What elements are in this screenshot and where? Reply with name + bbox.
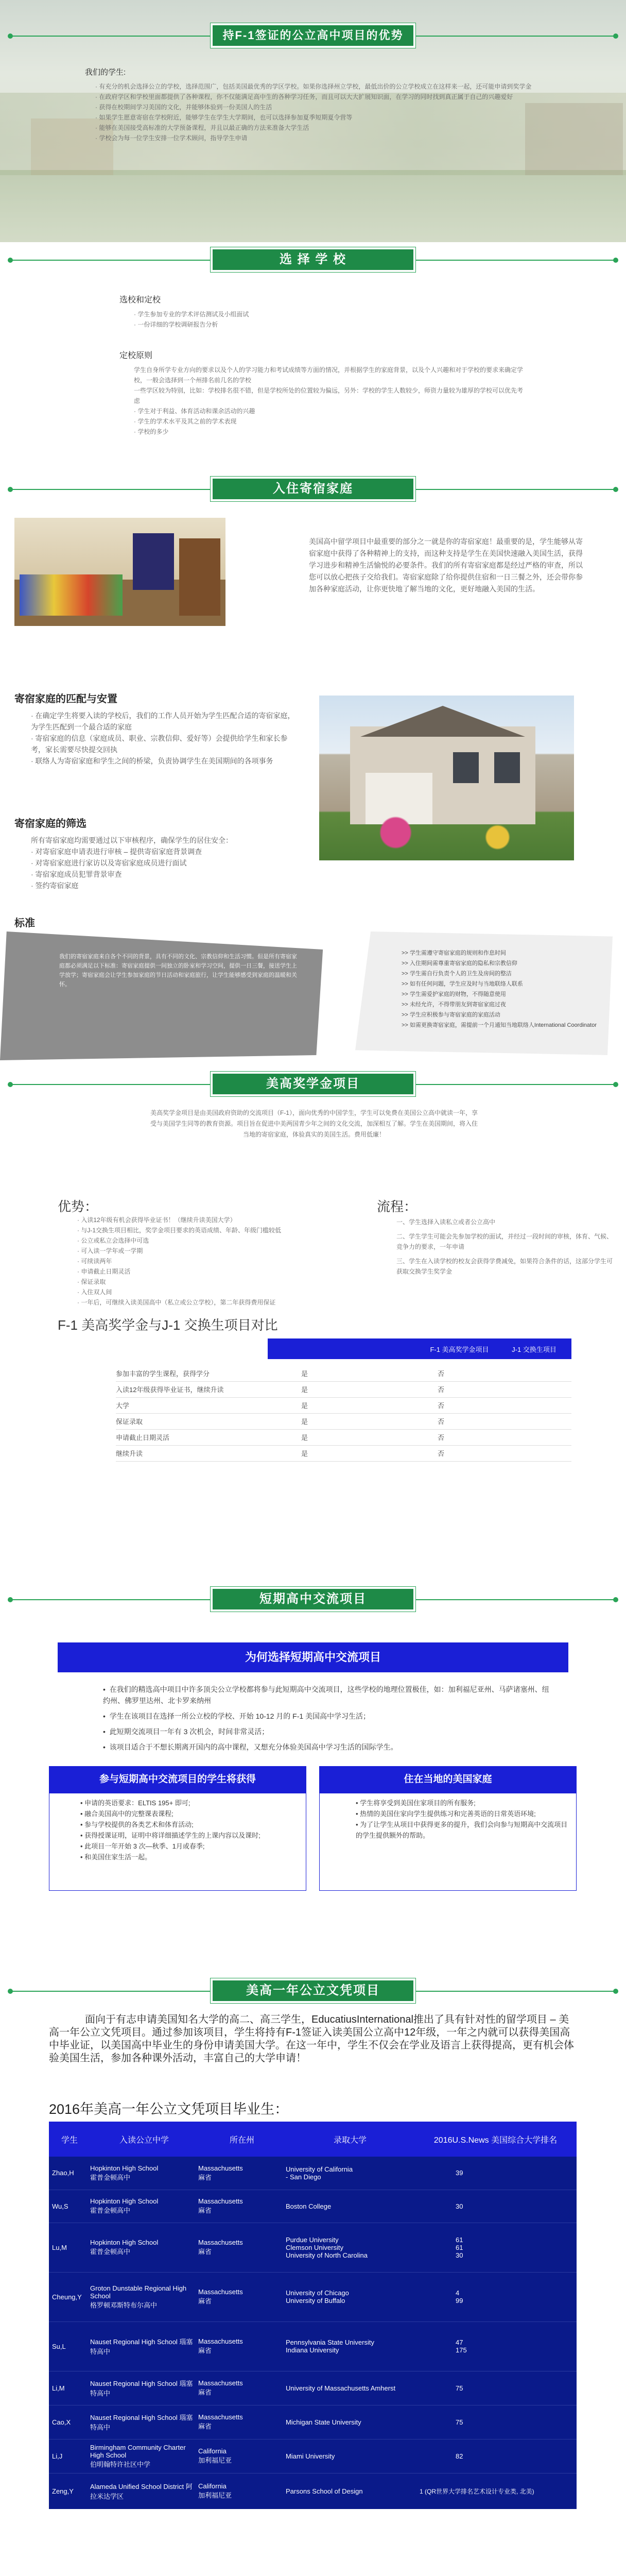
list-item: 二、学生学生可能会先参加学校的面试，并经过一段时间的审核，体育、气候、竞争力的要求，一年申请 <box>396 1233 613 1250</box>
process-title: 流程： <box>377 1199 418 1214</box>
list-item: · 学校会为每一位学生安排一位学术顾问，指导学生申请 <box>95 134 248 142</box>
diploma-intro: 面向于有志申请美国知名大学的高二、高三学生，EducatiusInternational推出了具有针对性的留学项目 – 美高一年公立文凭项目。通过参加该项目，学生将持有F-1签证入读美国公立高中12年级，一年之内就可以获得美国高中毕业证，以美国高中毕业生的身份申请美国大学。在这一年中，学生不仅会在学业及语言上获得提高，更有机会体验美国生活，参加各种课外活动，丰富自己的大学申请！ <box>49 2014 574 2064</box>
list-item: 入住期间需尊重寄宿家庭的隐私和宗教信仰 <box>409 960 517 967</box>
list-item: · 寄宿家庭成员犯罪背景审查 <box>31 870 122 878</box>
list-item: · 对寄宿家庭申请表进行审核 – 提供寄宿家庭背景调查 <box>31 848 202 856</box>
table-row: 申请截止日期灵活 是 否 <box>116 1429 571 1445</box>
list-item: · 与J-1交换生项目相比，奖学金项目要求的英语成绩、年龄、年级门槛较低 <box>77 1227 282 1234</box>
list-item: 此短期交流项目一年有 3 次机会，时间非常灵活； <box>109 1727 269 1736</box>
compare-rows <box>116 1365 571 1462</box>
list-item: · 对寄宿家庭进行家访以及寄宿家庭成员进行面试 <box>31 859 187 867</box>
list-item: 学生需遵守寄宿家庭的规则和作息时间 <box>409 950 506 956</box>
benefits-list: • 申请的英语要求：ELTIS 195+ 即可; • 融合美国高中的完整课表课程; • 参与学校提供的各类艺术和体育活动; • 获得授课证明，证明中将详细描述学生的上课内容以及课时; • 此项目一年开始 3 次—秋季、1月或春季; • 和美国住家生活一起。 <box>49 1793 306 1891</box>
house-photo <box>319 696 574 860</box>
table-row: Su,L Nauset Regional High School 瑙塞特高中 Massachusetts 麻省 Pennsylvania State University Indiana University 47 175 <box>49 2321 577 2371</box>
compare-table <box>268 1338 571 1359</box>
list-item: · 一年后，可继续入读美国高中（私立或公立学校），第二年获得费用保证 <box>77 1299 276 1306</box>
matching-list <box>31 710 299 767</box>
list-item: 热情的美国住家向学生提供练习和完善英语的日常英语环境; <box>360 1810 536 1818</box>
choose-heading: 选校和定校 <box>119 296 161 304</box>
table-row: Li,M Nauset Regional High School 瑙塞特高中 Massachusetts 麻省 University of Massachusetts Amherst 75 <box>49 2371 577 2405</box>
list-item: 参与学校提供的各类艺术和体育活动; <box>84 1821 194 1828</box>
table-row: Wu,S Hopkinton High School 霍普金顿高中 Massachusetts 麻省 Boston College 30 <box>49 2190 577 2223</box>
list-item: · 可续读两年 <box>77 1258 112 1265</box>
standard-heading: 标准 <box>14 918 35 929</box>
graduates-table <box>49 2122 577 2509</box>
scholarship-intro: 美高奖学金项目是由美国政府资助的交流项目（F-1），面向优秀的中国学生，学生可以免费在美国公立高中就读一年，享受与美国学生同等的教育资源。项目旨在促进中美两国青少年之间的文化交流，加深相互了解。学生在美国期间，将入住当地的寄宿家庭，体验真实的美国生活。费用低廉！ <box>150 1109 478 1138</box>
bedroom-photo <box>14 518 225 626</box>
list-item: · 入住双人间 <box>77 1289 112 1296</box>
list-item: · 学生对于利益、体育活动和课余活动的兴趣 <box>134 408 255 415</box>
why-list: • 在我们的精选高中项目中许多顶尖公立学校都将参与此短期高中交流项目，这些学校的地理位置极佳，如：加利福尼亚州、马萨诸塞州、纽约州、佛罗里达州、北卡罗来纳州 • 学生在该项目在选择一所公立校的学校、开始 10-12 月的 F-1 美国高中学习生活； • 此短期交流项目一年有 3 次机会，时间非常灵活； • 该项目适合于不想长期离开国内的高中课程，又想充分体验美国高中学习生活的国际学生。 <box>103 1685 549 1751</box>
graduates-title: 2016年美高一年公立文凭项目毕业生： <box>49 2102 289 2117</box>
table-row: Lu,M Hopkinton High School 霍普金顿高中 Massachusetts 麻省 Purdue University Clemson University University of North Carolina 61 61 30 <box>49 2223 577 2272</box>
advantages-title: 优势： <box>58 1199 98 1214</box>
list-item: 如需更换寄宿家庭，需提前一个月通知当地联络人International Coordinator <box>409 1022 597 1028</box>
list-item: 学生将享受到美国住家项目的所有服务; <box>360 1799 476 1807</box>
list-item: 此项目一年开始 3 次—秋季、1月或春季; <box>84 1842 205 1850</box>
list-item: 如有任何问题，学生应及时与当地联络人联系 <box>409 981 523 987</box>
section-title: 入住寄宿家庭 <box>213 479 413 499</box>
table-row: 大学 是 否 <box>116 1397 571 1413</box>
list-item: 学生需爱护家庭的财物，不得随意使用 <box>409 991 506 997</box>
section-header-choose-school <box>0 245 626 276</box>
process-list <box>396 1217 613 1277</box>
list-item: · 学生参加专业的学术评估测试及小组面试 <box>134 311 249 318</box>
section-title: 持F-1签证的公立高中项目的优势 <box>213 25 413 46</box>
section-header-homestay <box>0 474 626 505</box>
benefits-banner: 参与短期高中交流项目的学生将获得 <box>49 1766 306 1793</box>
list-item: · 联络人为寄宿家庭和学生之间的桥梁，负责协调学生在美国期间的各项事务 <box>31 757 273 765</box>
list-item: · 申请截止日期灵活 <box>77 1268 131 1275</box>
screening-list <box>31 835 299 891</box>
standard-text: 我们的寄宿家庭来自各个不同的背景，具有不同的文化、宗教信仰和生活习惯。但是所有寄宿家庭都必须满足以下标准：寄宿家庭提供一间独立的卧室和学习空间，提供一日三餐，接送学生上学放学；寄宿家庭会让学生参加家庭的节日活动和家庭旅行，让学生能够感受到家庭的温暖和关怀。 <box>59 954 297 988</box>
list-item: 学生需自行负责个人的卫生及房间的整洁 <box>409 971 512 977</box>
list-item: · 一份详细的学校调研报告分析 <box>134 321 218 328</box>
list-item: · 学校的多少 <box>134 428 169 435</box>
section-header-scholarship <box>0 1069 626 1100</box>
standard-panel <box>0 931 626 1060</box>
section-header-short-term <box>0 1584 626 1615</box>
list-item: · 获得在校期间学习美国的文化，并能够体验到一份美国人的生活 <box>95 104 272 111</box>
list-item: 所有寄宿家庭均需要通过以下审核程序，确保学生的居住安全： <box>31 836 233 844</box>
list-item: · 有充分的机会选择公立的学校，选择范围广，包括美国最优秀的学区学校。如果你选择州立学校，最低出价的公立学校成立在这样来一起，还可能申请到奖学金 <box>95 83 532 90</box>
section-title: 美高一年公立文凭项目 <box>213 1980 413 2001</box>
table-header: F-1 美高奖学金项目 J-1 交换生项目 <box>268 1338 571 1359</box>
list-item: · 保证录取 <box>77 1278 106 1285</box>
list-item: 获得授课证明，证明中将详细描述学生的上课内容以及课时; <box>84 1832 260 1839</box>
list-item: · 学生的学术水平及其之前的学术表现 <box>134 418 237 425</box>
principle-list <box>134 365 525 437</box>
table-header: 学生 入读公立中学 所在州 录取大学 2016U.S.News 美国综合大学排名 <box>49 2122 577 2157</box>
list-item: · 入读12年级有机会获得毕业证书！（继续升读美国大学） <box>77 1216 236 1224</box>
principle-heading: 定校原则 <box>119 351 153 360</box>
list-item: · 如果学生愿意寄宿在学校附近，能够学生在学生大学期间，也可以选择参加夏季短期夏令营等 <box>95 114 353 121</box>
homestay-intro: 美国高中留学项目中最重要的部分之一就是你的寄宿家庭！最重要的是，学生能够从寄宿家庭中获得了各种精神上的支持，而这种支持是学生在美国快速融入美国生活，获得学习进步和精神生活愉悦的必要条件。我们的所有寄宿家庭都是经过严格的审查，所以您可以放心把孩子交给我们。寄宿家庭除了给你提供住宿和一日三餐之外，还会带你参加各种家庭活动，让你更快地了解当地的文化，更好地融入美国的生活。 <box>309 537 583 593</box>
section-header-diploma <box>0 1976 626 2007</box>
list-item: 一、学生选择入读私立或者公立高中 <box>396 1218 496 1226</box>
list-item: 一些学区较为特别，比如：学校排名很不错，但是学校所处的位置较为偏远，另外：学校的学生人数较少，师资力量较为雄厚的学校可以优先考虑 <box>134 387 524 404</box>
homestay-list: • 学生将享受到美国住家项目的所有服务; • 热情的美国住家向学生提供练习和完善英语的日常英语环境; • 为了让学生从项目中获得更多的提升，我们会向参与短期高中交流项目的学生提供额外的帮助。 <box>319 1793 577 1891</box>
table-row: Cao,X Nauset Regional High School 瑙塞特高中 Massachusetts 麻省 Michigan State University 75 <box>49 2405 577 2439</box>
advantage-list <box>95 81 538 143</box>
table-row: Zeng,Y Alameda Unified School District 阿拉米达学区 California 加利福尼亚 Parsons School of Design 1 (QR世界大学排名艺术设计专业类, 北美) <box>52 2482 534 2501</box>
list-item: 学生应积极参与寄宿家庭的家庭活动 <box>409 1012 500 1018</box>
table-row: 入读12年级获得毕业证书，继续升读 是 否 <box>116 1381 571 1397</box>
table-row: Cheung,Y Groton Dunstable Regional High School 格罗顿邓斯特布尔高中 Massachusetts 麻省 University of Chicago University of Buffalo 4 99 <box>49 2272 577 2321</box>
list-item: 未经允许，不得带朋友到寄宿家庭过夜 <box>409 1002 506 1008</box>
section-header-advantages <box>0 21 626 52</box>
list-item: · 可入读一学年或一学期 <box>77 1247 143 1255</box>
section-title: 短期高中交流项目 <box>213 1589 413 1609</box>
list-item: · 寄宿家庭的信息（家庭成员、职业、宗教信仰、爱好等）会提供给学生和家长参考，家长需要尽快提交回执 <box>31 734 288 754</box>
list-item: 融合美国高中的完整课表课程; <box>84 1810 173 1818</box>
why-banner: 为何选择短期高中交流项目 <box>58 1642 568 1672</box>
table-row: Zhao,H Hopkinton High School 霍普金顿高中 Massachusetts 麻省 University of California - San Diego 39 <box>49 2157 577 2190</box>
table-row: Li,J Birmingham Community Charter High School 伯明翰特许社区中学 California 加利福尼亚 Miami University 82 <box>49 2439 577 2473</box>
intro-label: 我们的学生: <box>85 68 126 77</box>
list-item: 在我们的精选高中项目中许多顶尖公立学校都将参与此短期高中交流项目，这些学校的地理位置极佳，如：加利福尼亚州、马萨诸塞州、纽约州、佛罗里达州、北卡罗来纳州 <box>103 1685 549 1705</box>
compare-title: F-1 美高奖学金与J-1 交换生项目对比 <box>58 1317 278 1333</box>
homestay-banner: 住在当地的美国家庭 <box>319 1766 577 1793</box>
list-item: 为了让学生从项目中获得更多的提升，我们会向参与短期高中交流项目的学生提供额外的帮助。 <box>356 1821 568 1839</box>
list-item: · 公立或私立会选择中可选 <box>77 1237 149 1244</box>
table-row: 保证录取 是 否 <box>116 1413 571 1429</box>
list-item: 学生自身所学专业方向的要求以及个人的学习能力和考试成绩等方面的情况，并根据学生的家庭背景，以及个人兴趣和对于学校的要求来确定学校，一般会选择到一个州排名前几名的学校 <box>134 366 524 384</box>
section-title: 选 择 学 校 <box>213 249 413 270</box>
list-item: 该项目适合于不想长期离开国内的高中课程，又想充分体验美国高中学习生活的国际学生。 <box>109 1743 398 1751</box>
table-row: 继续升读 是 否 <box>116 1445 571 1461</box>
choose-list <box>134 309 525 330</box>
section-title: 美高奖学金项目 <box>213 1074 413 1094</box>
list-item: · 能够在美国接受高标准的大学预备课程，并且以最正确的方法来准备大学生活 <box>95 124 309 131</box>
list-item: · 签约寄宿家庭 <box>31 882 79 890</box>
advantages-list <box>77 1215 366 1308</box>
list-item: 三、学生在入读学校的校友会获得学费减免，如果符合条件的话，这部分学生可获取交换学生奖学金 <box>396 1258 613 1275</box>
screening-heading: 寄宿家庭的筛选 <box>14 818 86 829</box>
list-item: · 在确定学生将要入读的学校后，我们的工作人员开始为学生匹配合适的寄宿家庭，为学生匹配到一个最合适的家庭 <box>31 711 295 731</box>
matching-heading: 寄宿家庭的匹配与安置 <box>14 693 117 705</box>
rules-list: >> 学生需遵守寄宿家庭的规则和作息时间 >> 入住期间需尊重寄宿家庭的隐私和宗教信仰 >> 学生需自行负责个人的卫生及房间的整洁 >> 如有任何问题，学生应及时与当地联络人联系 >> 学生需爱护家庭的财物，不得随意使用 >> 未经允许，不得带朋友到寄宿家庭过夜 >> 学生应积极参与寄宿家庭的家庭活动 >> 如需更换寄宿家庭，需提前一个月通知当地联络人International Coordinator <box>402 950 597 1028</box>
list-item: 和美国住家生活一起。 <box>84 1853 152 1861</box>
table-row: 参加丰富的学生课程，获得学分 是 否 <box>116 1365 571 1381</box>
list-item: 申请的英语要求：ELTIS 195+ 即可; <box>84 1799 190 1807</box>
list-item: · 在政府学区和学校里面都提供了各种课程，你不仅能满足高中生的各种学习任务，而且可以大大扩展知识面，在学习的同时找到真正属于自己的兴趣爱好 <box>95 93 513 100</box>
list-item: 学生在该项目在选择一所公立校的学校、开始 10-12 月的 F-1 美国高中学习生活； <box>109 1712 371 1720</box>
